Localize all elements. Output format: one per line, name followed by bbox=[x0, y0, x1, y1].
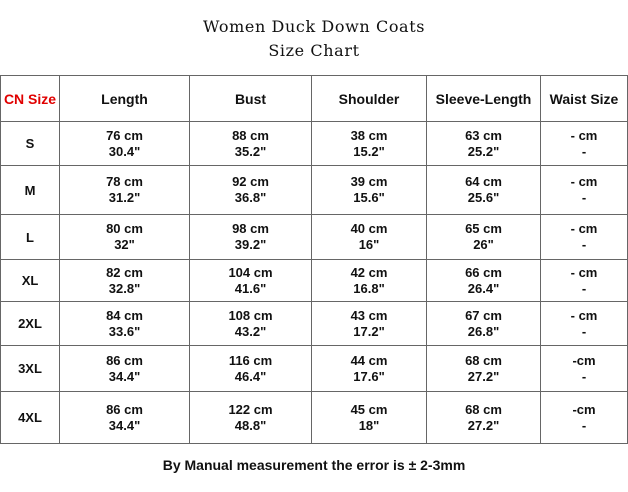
length-cell bbox=[60, 215, 190, 260]
waist-cell bbox=[541, 302, 628, 346]
shoulder-cm: 40 cm bbox=[350, 221, 388, 236]
bust-cell bbox=[190, 166, 312, 215]
size-cell: XL bbox=[1, 260, 60, 302]
shoulder-cm: 38 cm bbox=[350, 127, 388, 143]
header-cn-size: CN Size bbox=[1, 76, 60, 122]
length-cm: 76 cm bbox=[106, 127, 143, 143]
waist-in: - bbox=[581, 368, 587, 384]
header-waist-size: Waist Size bbox=[541, 76, 628, 122]
size-cell: 3XL bbox=[1, 346, 60, 392]
sleeve-in: 25.6" bbox=[467, 190, 500, 205]
shoulder-in: 18" bbox=[358, 417, 380, 433]
shoulder-in: 17.6" bbox=[353, 368, 385, 384]
waist-cell bbox=[541, 166, 628, 215]
bust-cm: 122 cm bbox=[228, 401, 273, 417]
waist-cm: - cm bbox=[570, 264, 598, 280]
length-cell bbox=[60, 122, 190, 166]
table-row bbox=[1, 392, 628, 444]
shoulder-cell bbox=[312, 215, 427, 260]
size-cell: S bbox=[1, 122, 60, 166]
bust-cm: 104 cm bbox=[228, 264, 273, 280]
length-cell bbox=[60, 302, 190, 346]
length-in: 32" bbox=[114, 237, 135, 252]
waist-in: - bbox=[581, 237, 587, 252]
table-row bbox=[1, 166, 628, 215]
header-shoulder: Shoulder bbox=[312, 76, 427, 122]
shoulder-cm: 43 cm bbox=[350, 307, 388, 323]
shoulder-in: 15.2" bbox=[353, 143, 385, 159]
shoulder-in: 17.2" bbox=[353, 323, 385, 339]
shoulder-in: 16.8" bbox=[353, 280, 385, 296]
shoulder-cell bbox=[312, 260, 427, 302]
bust-cell bbox=[190, 215, 312, 260]
bust-in: 36.8" bbox=[234, 190, 267, 205]
header-length: Length bbox=[60, 76, 190, 122]
header-sleeve-length: Sleeve-Length bbox=[427, 76, 541, 122]
waist-cm: - cm bbox=[570, 307, 598, 323]
waist-cm: - cm bbox=[570, 221, 598, 236]
sleeve-in: 26" bbox=[473, 237, 494, 252]
length-cm: 86 cm bbox=[106, 352, 143, 368]
bust-in: 43.2" bbox=[234, 323, 267, 339]
table-row bbox=[1, 215, 628, 260]
waist-cell bbox=[541, 346, 628, 392]
size-cell: L bbox=[1, 215, 60, 260]
length-cm: 84 cm bbox=[106, 307, 143, 323]
table-row bbox=[1, 346, 628, 392]
bust-cm: 92 cm bbox=[232, 174, 269, 189]
shoulder-cm: 45 cm bbox=[350, 401, 388, 417]
bust-cm: 88 cm bbox=[232, 127, 269, 143]
sleeve-in: 26.4" bbox=[467, 280, 500, 296]
waist-in: - bbox=[581, 190, 587, 205]
header-row bbox=[1, 76, 628, 122]
waist-cell bbox=[541, 392, 628, 444]
length-cm: 82 cm bbox=[106, 264, 143, 280]
size-cell: 4XL bbox=[1, 392, 60, 444]
chart-subtitle: Size Chart bbox=[268, 41, 360, 60]
sleeve-cell bbox=[427, 122, 541, 166]
waist-cm: -cm bbox=[572, 352, 596, 368]
sleeve-cell bbox=[427, 346, 541, 392]
bust-cm: 98 cm bbox=[232, 221, 269, 236]
length-in: 34.4" bbox=[108, 368, 141, 384]
waist-cm: - cm bbox=[570, 127, 598, 143]
length-cm: 86 cm bbox=[106, 401, 143, 417]
sleeve-cell bbox=[427, 166, 541, 215]
waist-cm: - cm bbox=[570, 174, 598, 189]
sleeve-cm: 68 cm bbox=[465, 401, 502, 417]
header-bust: Bust bbox=[190, 76, 312, 122]
waist-cell bbox=[541, 260, 628, 302]
sleeve-cell bbox=[427, 260, 541, 302]
sleeve-cm: 68 cm bbox=[465, 352, 502, 368]
sleeve-cm: 64 cm bbox=[465, 174, 502, 189]
sleeve-in: 25.2" bbox=[467, 143, 500, 159]
waist-cell bbox=[541, 215, 628, 260]
bust-cell bbox=[190, 302, 312, 346]
sleeve-in: 27.2" bbox=[467, 368, 500, 384]
bust-in: 35.2" bbox=[234, 143, 267, 159]
bust-cell bbox=[190, 260, 312, 302]
length-in: 30.4" bbox=[108, 143, 141, 159]
shoulder-cell bbox=[312, 346, 427, 392]
sleeve-cm: 66 cm bbox=[465, 264, 502, 280]
table-row bbox=[1, 122, 628, 166]
waist-cm: -cm bbox=[572, 401, 596, 417]
bust-in: 41.6" bbox=[234, 280, 267, 296]
bust-cell bbox=[190, 392, 312, 444]
shoulder-cm: 44 cm bbox=[350, 352, 388, 368]
sleeve-cell bbox=[427, 302, 541, 346]
sleeve-cell bbox=[427, 215, 541, 260]
size-cell: 2XL bbox=[1, 302, 60, 346]
length-cell bbox=[60, 166, 190, 215]
table-row bbox=[1, 260, 628, 302]
waist-in: - bbox=[581, 323, 587, 339]
size-chart-table bbox=[0, 75, 628, 444]
bust-cm: 108 cm bbox=[228, 307, 273, 323]
waist-cell bbox=[541, 122, 628, 166]
shoulder-in: 16" bbox=[358, 237, 380, 252]
length-in: 33.6" bbox=[108, 323, 141, 339]
length-cell bbox=[60, 392, 190, 444]
length-in: 32.8" bbox=[108, 280, 141, 296]
sleeve-in: 26.8" bbox=[467, 323, 500, 339]
length-cm: 80 cm bbox=[106, 221, 143, 236]
length-cell bbox=[60, 260, 190, 302]
shoulder-cell bbox=[312, 122, 427, 166]
length-in: 34.4" bbox=[108, 417, 141, 433]
waist-in: - bbox=[581, 280, 587, 296]
waist-in: - bbox=[581, 417, 587, 433]
shoulder-cm: 42 cm bbox=[350, 264, 388, 280]
bust-cell bbox=[190, 122, 312, 166]
shoulder-cm: 39 cm bbox=[350, 174, 388, 189]
shoulder-in: 15.6" bbox=[353, 190, 385, 205]
bust-cm: 116 cm bbox=[228, 352, 273, 368]
measurement-note: By Manual measurement the error is ± 2-3mm bbox=[162, 457, 466, 473]
length-in: 31.2" bbox=[108, 190, 141, 205]
shoulder-cell bbox=[312, 166, 427, 215]
shoulder-cell bbox=[312, 302, 427, 346]
waist-in: - bbox=[581, 143, 587, 159]
sleeve-cm: 65 cm bbox=[465, 221, 502, 236]
bust-cell bbox=[190, 346, 312, 392]
bust-in: 48.8" bbox=[234, 417, 267, 433]
size-cell: M bbox=[1, 166, 60, 215]
shoulder-cell bbox=[312, 392, 427, 444]
sleeve-cm: 63 cm bbox=[465, 127, 502, 143]
sleeve-in: 27.2" bbox=[467, 417, 500, 433]
chart-title: Women Duck Down Coats bbox=[202, 17, 426, 36]
sleeve-cell bbox=[427, 392, 541, 444]
table-row bbox=[1, 302, 628, 346]
length-cell bbox=[60, 346, 190, 392]
length-cm: 78 cm bbox=[106, 174, 143, 189]
bust-in: 46.4" bbox=[234, 368, 267, 384]
bust-in: 39.2" bbox=[234, 237, 267, 252]
sleeve-cm: 67 cm bbox=[465, 307, 502, 323]
